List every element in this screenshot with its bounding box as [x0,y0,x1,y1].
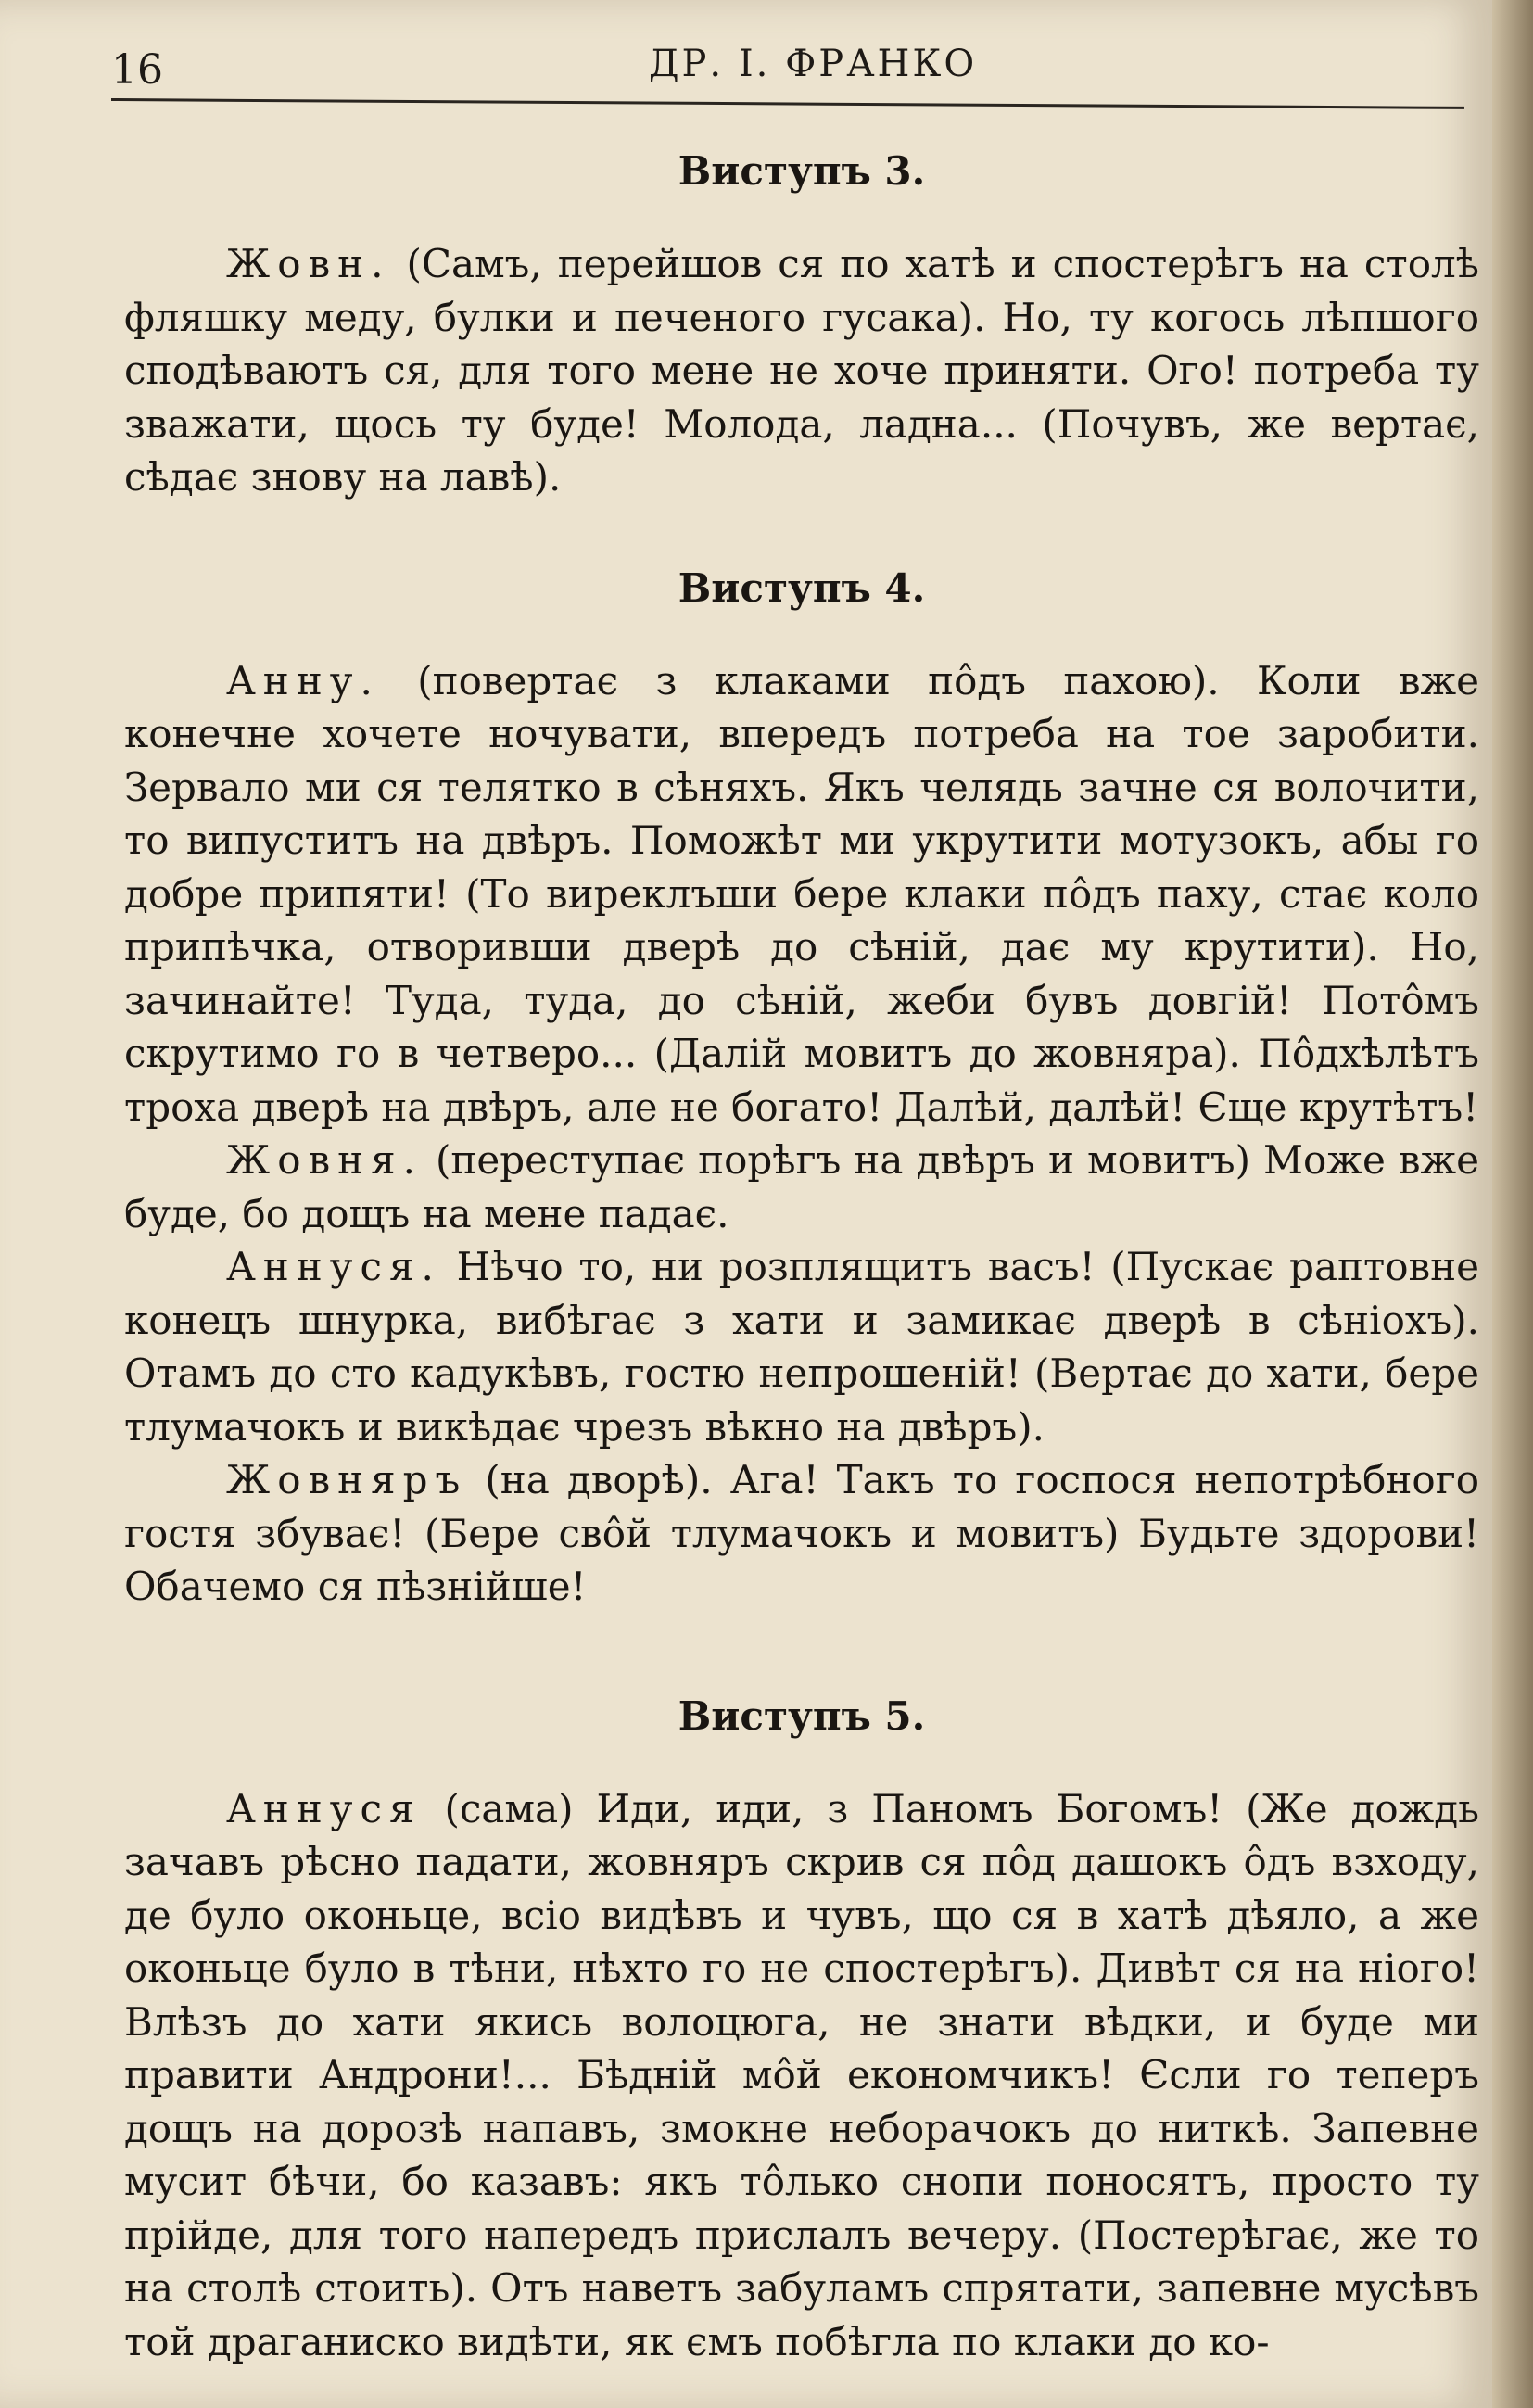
dialogue-paragraph [124,654,1479,1134]
page-body [124,139,1479,2368]
speaker-name: Аннуся [226,1785,422,1831]
dialogue-text: (повертає з клаками пôдъ пахою). Коли вже конечне хочете ночувати, впередъ потреба на тое заробити. Зервало ми ся телятко в сѣняхъ. Якъ челядь зачне ся волочити, то випуститъ на двѣръ. Поможѣт ми укрутити мотузокъ, абы го добре припяти! (То виреклъши бере клаки пôдъ паху, стає коло припѣчка, отворивши дверѣ до сѣній, дає му крутити). Но, зачинайте! Туда, туда, до сѣній, жеби бувъ довгій! Потôмъ скрутимо го в четверо... (Далій мовитъ до жовняра). Пôдхѣлѣтъ троха дверѣ на двѣръ, але не богато! Далѣй, далѣй! Єще крутѣтъ! [124,657,1479,1130]
speaker-name: Жовн. [226,241,391,286]
dialogue-paragraph [124,237,1479,504]
speaker-name: Аннуся. [226,1244,441,1289]
speaker-name: Жовняръ [226,1457,468,1502]
running-head: ДР. І. ФРАНКО [649,43,978,85]
dialogue-paragraph [124,1134,1479,1240]
page-number: 16 [111,46,163,94]
dialogue-paragraph [124,1453,1479,1614]
dialogue-text: (сама) Иди, иди, з Паномъ Богомъ! (Же дождь зачавъ рѣсно падати, жовняръ скрив ся пôд дашокъ ôдъ взходу, де було оконьце, всіо видѣвъ и чувъ, що ся в хатѣ дѣяло, а же оконьце було в тѣни, нѣхто го не спостерѣгъ). Дивѣт ся на ніого! Влѣзъ до хати якись волоцюга, не знати вѣдки, и буде ми правити Андрони!... Бѣдній мôй економчикъ! Єсли го теперъ дощъ на дорозѣ напавъ, змокне неборачокъ до ниткѣ. Запевне мусит бѣчи, бо казавъ: якъ тôлько снопи поносятъ, просто ту прійде, для того напередъ прислалъ вечеру. (Постерѣгає, же то на столѣ стоить). Отъ наветъ забуламъ спрятати, запевне мусѣвъ той драганиско видѣти, як ємъ побѣгла по клаки до ко- [124,1785,1479,2364]
dialogue-text: (переступає порѣгъ на двѣръ и мовитъ) Може вже буде, бо дощъ на мене падає. [124,1137,1479,1236]
page-edge-shadow [1492,0,1533,2408]
dialogue-paragraph [124,1782,1479,2369]
page-header [111,35,1464,100]
scene-heading: Виступъ 4. [678,564,926,611]
dialogue-text: Нѣчо то, ни розплящитъ васъ! (Пускає раптовне конецъ шнурка, вибѣгає з хати и замикає дверѣ в сѣніохъ). Отамъ до сто кадукѣвъ, гостю непрошеній! (Вертає до хати, бере тлумачокъ и викѣдає чрезъ вѣкно на двѣръ). [124,1244,1479,1450]
scene-heading: Виступъ 5. [678,1692,926,1739]
dialogue-paragraph [124,1240,1479,1453]
speaker-name: Жовня. [226,1137,423,1183]
dialogue-text: (Самъ, перейшов ся по хатѣ и спостерѣгъ на столѣ фляшку меду, булки и печеного гусака). Но, ту когось лѣпшого сподѣваютъ ся, для того мене не хоче приняти. Ого! потреба ту зважати, щось ту буде! Молода, ладна... (Почувъ, же вертає, сѣдає знову на лавѣ). [124,241,1479,500]
scene-heading: Виступъ 3. [678,148,926,194]
speaker-name: Анну. [226,657,380,703]
dialogue-text: (на дворѣ). Ага! Такъ то госпося непотрѣбного гостя збуває! (Бере свôй тлумачокъ и мовитъ) Будьте здорови! Обачемо ся пѣзнійше! [124,1457,1479,1609]
